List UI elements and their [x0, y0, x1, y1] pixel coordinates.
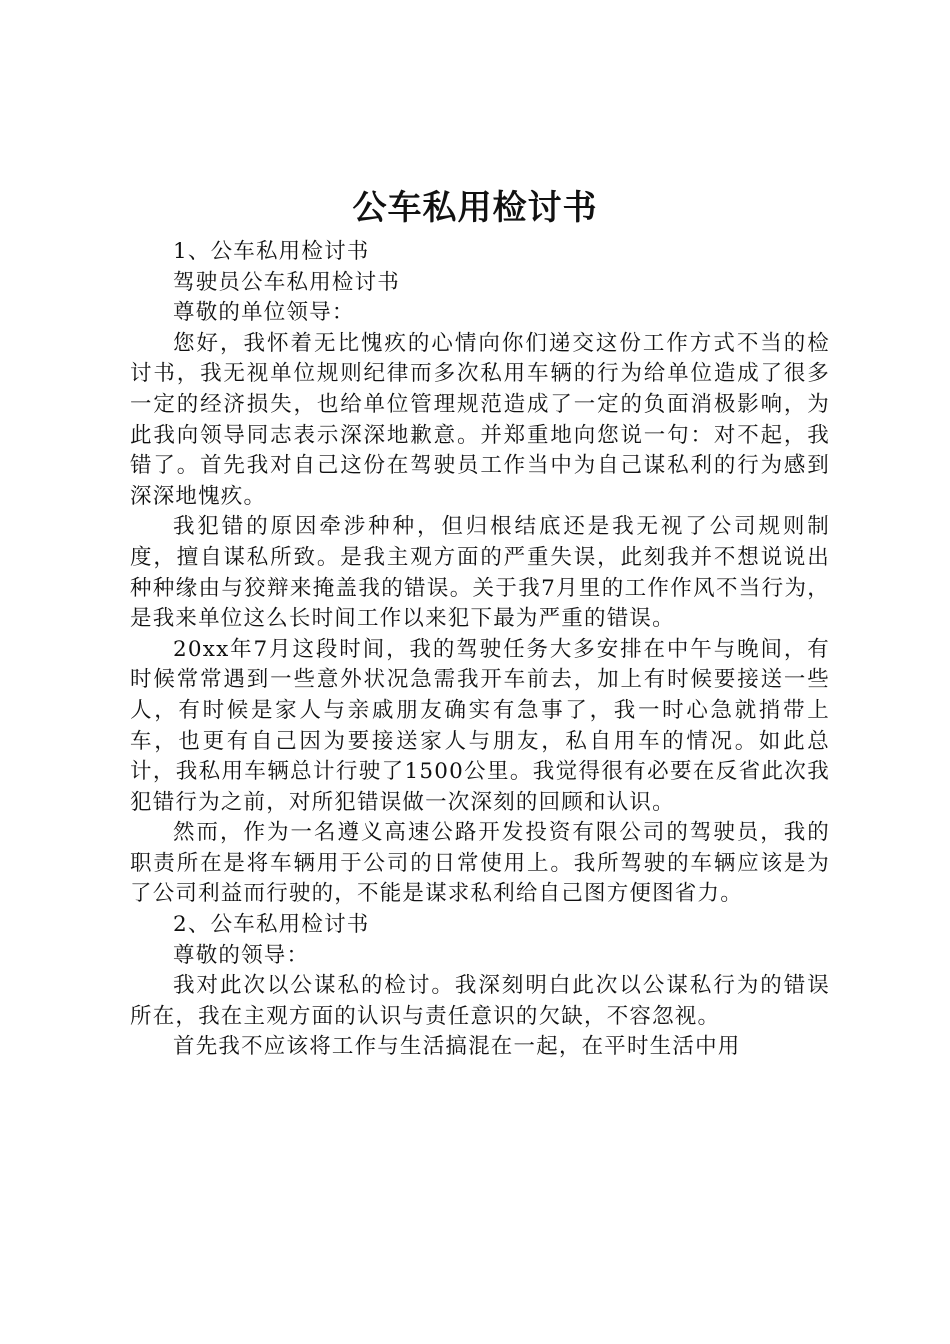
- section-heading: 2、公车私用检讨书: [173, 912, 370, 938]
- body-paragraph: 20xx年7月这段时间，我的驾驶任务大多安排在中午与晚间，有时候常常遇到一些意外状况急需我开车前去，加上有时候要接送一些人，有时候是家人与亲戚朋友确实有急事了，我一时心急就捎带上车，也更有自己因为要接送家人与朋友，私自用车的情况。如此总计，我私用车辆总计行驶了1500公里。我觉得很有必要在反省此次我犯错行为之前，对所犯错误做一次深刻的回顾和认识。: [130, 636, 830, 815]
- document-title: 公车私用检讨书: [352, 188, 598, 228]
- salutation: 尊敬的领导：: [173, 942, 310, 968]
- salutation: 尊敬的单位领导：: [173, 300, 355, 326]
- document-body: [130, 237, 830, 1063]
- body-paragraph: 我对此次以公谋私的检讨。我深刻明白此次以公谋私行为的错误所在，我在主观方面的认识与责任意识的欠缺，不容忽视。: [130, 973, 830, 1029]
- body-paragraph: 首先我不应该将工作与生活搞混在一起，在平时生活中用: [173, 1034, 741, 1060]
- subtitle: 驾驶员公车私用检讨书: [173, 269, 401, 295]
- body-paragraph: 然而，作为一名遵义高速公路开发投资有限公司的驾驶员，我的职责所在是将车辆用于公司的日常使用上。我所驾驶的车辆应该是为了公司利益而行驶的，不能是谋求私利给自己图方便图省力。: [130, 820, 830, 907]
- body-paragraph: 您好，我怀着无比愧疚的心情向你们递交这份工作方式不当的检讨书，我无视单位规则纪律而多次私用车辆的行为给单位造成了很多一定的经济损失，也给单位管理规范造成了一定的负面消极影响，为此我向领导同志表示深深地歉意。并郑重地向您说一句：对不起，我错了。首先我对自己这份在驾驶员工作当中为自己谋私利的行为感到深深地愧疚。: [130, 330, 830, 509]
- section-heading: 1、公车私用检讨书: [173, 239, 370, 264]
- body-paragraph: 我犯错的原因牵涉种种，但归根结底还是我无视了公司规则制度，擅自谋私所致。是我主观方面的严重失误，此刻我并不想说说出种种缘由与狡辩来掩盖我的错误。关于我7月里的工作作风不当行为，是我来单位这么长时间工作以来犯下最为严重的错误。: [130, 514, 830, 632]
